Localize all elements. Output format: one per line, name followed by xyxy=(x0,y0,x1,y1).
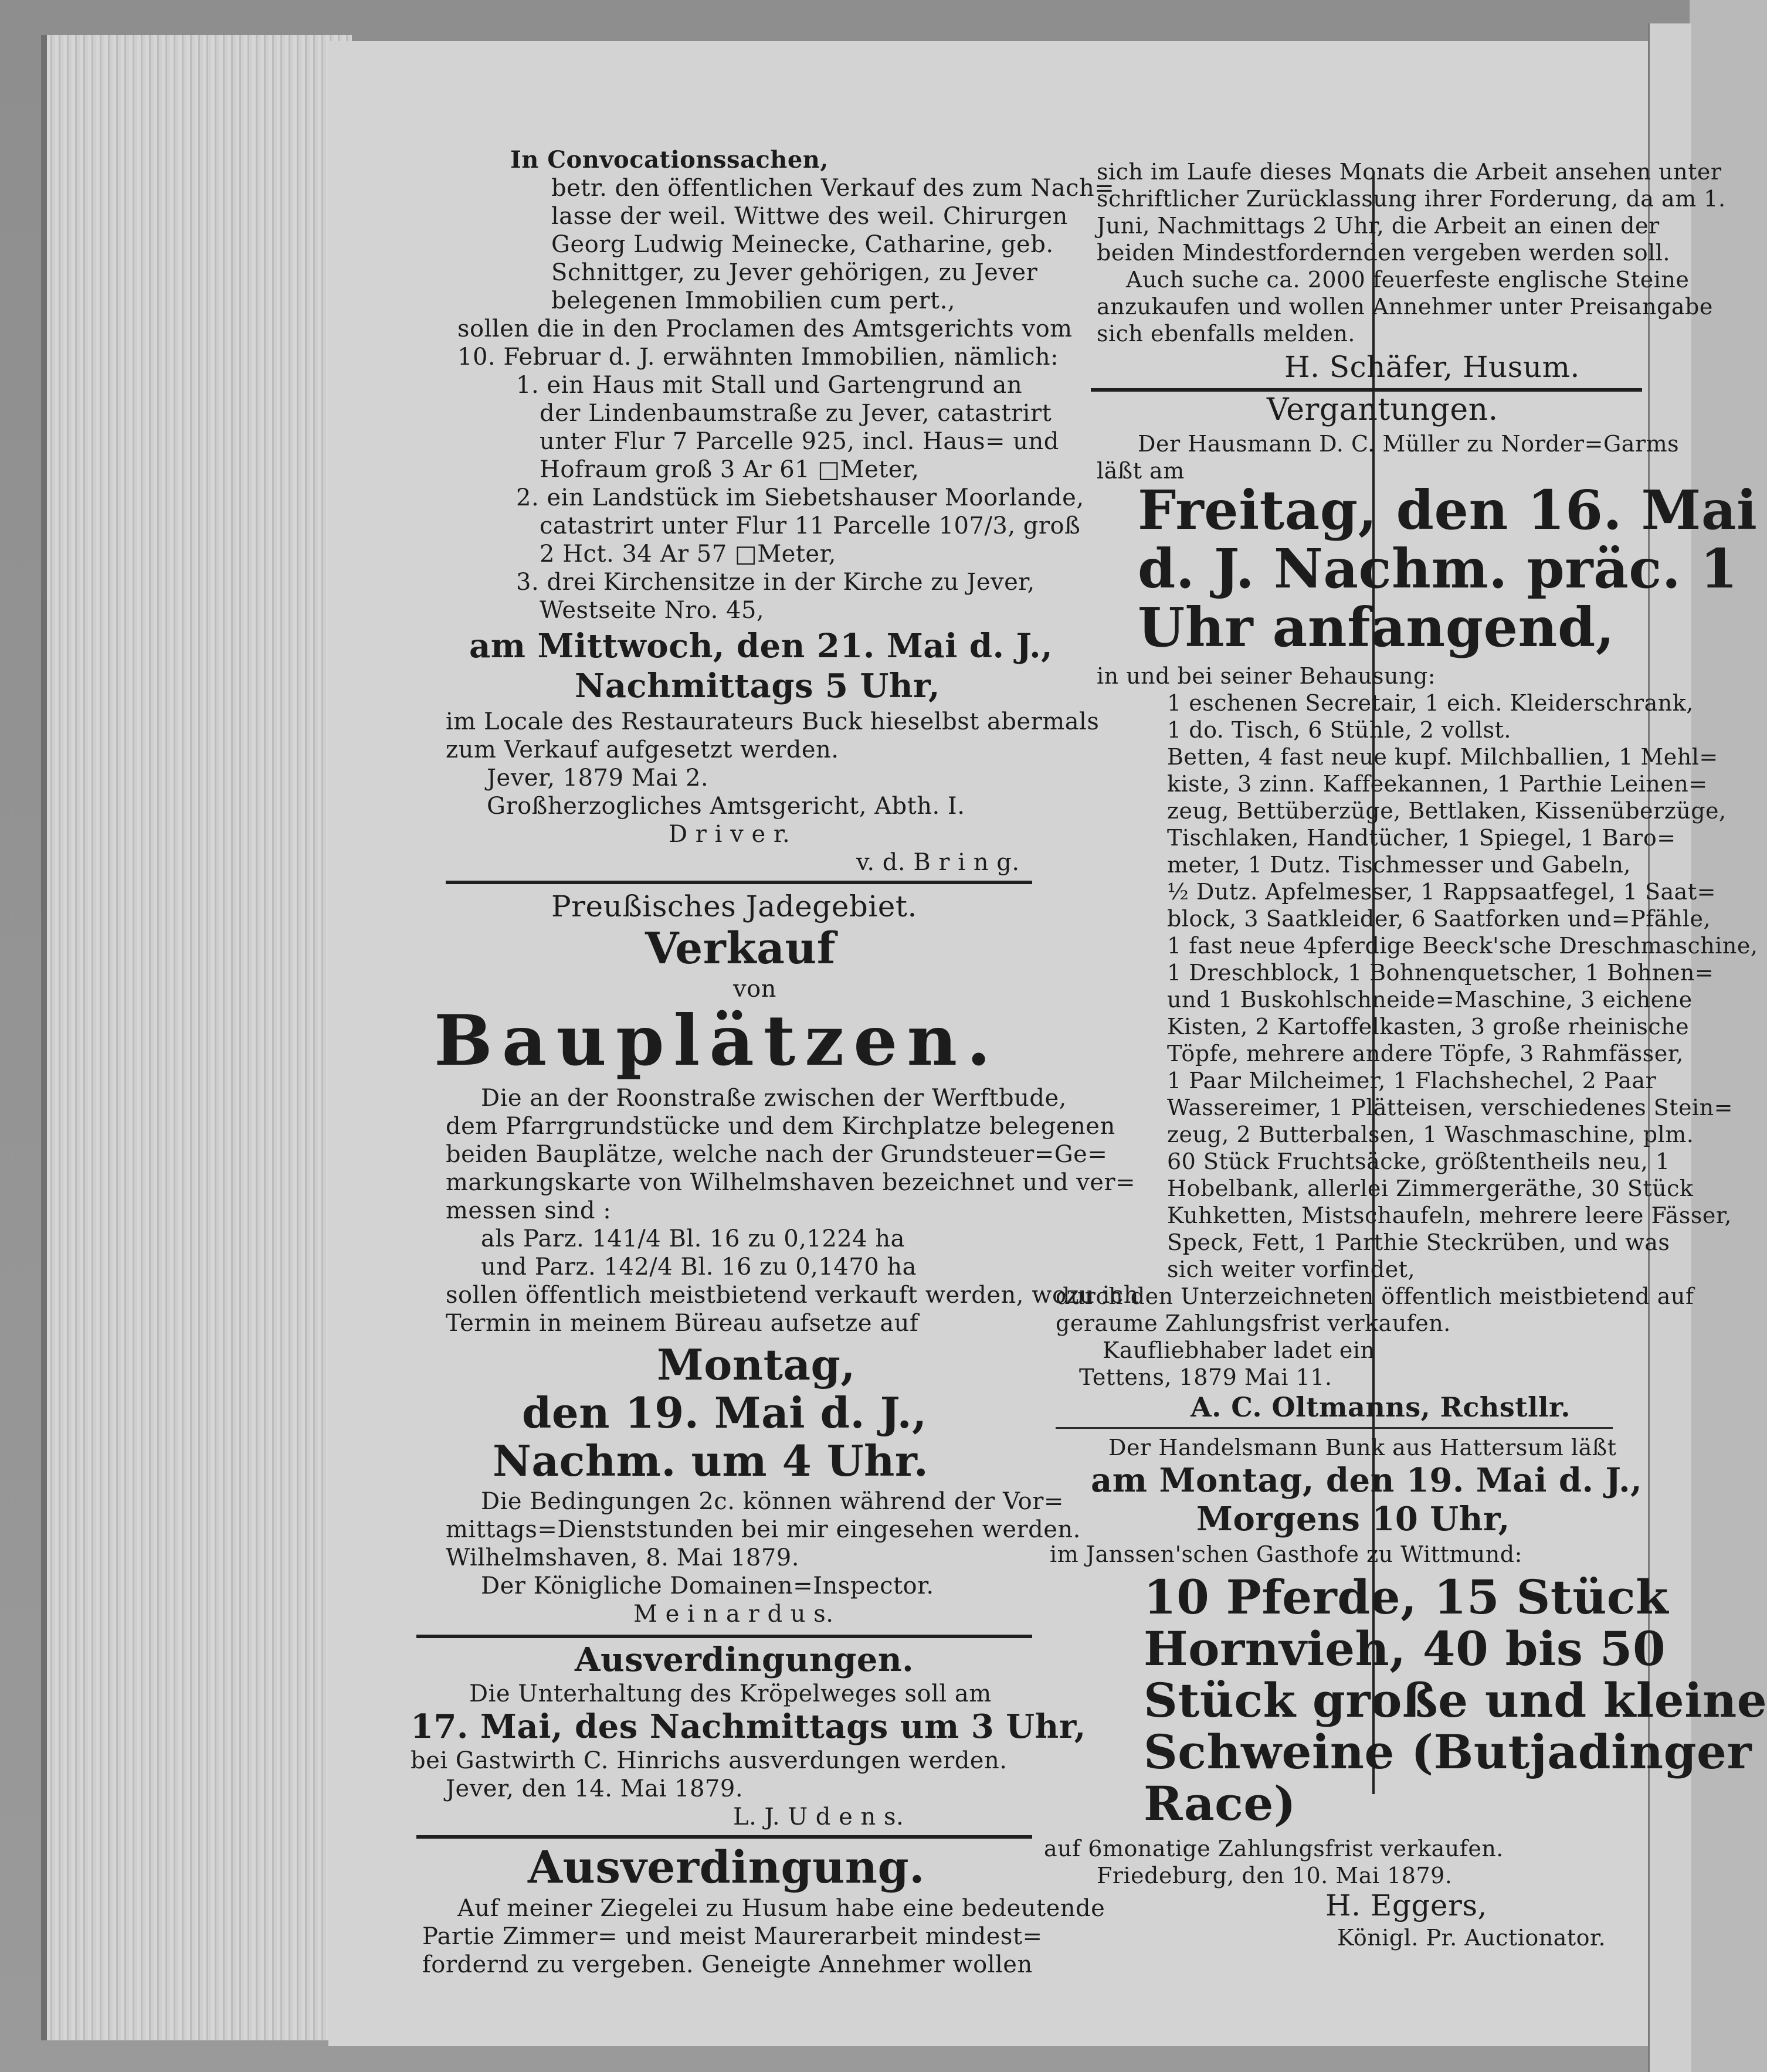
separator-rule xyxy=(446,881,1032,884)
text-line: Westseite Nro. 45, xyxy=(540,597,765,624)
text-line: auf 6monatige Zahlungsfrist verkaufen. xyxy=(1044,1836,1504,1862)
text-line: 1 fast neue 4pferdige Beeck'sche Dreschmaschine, xyxy=(1167,933,1758,959)
auction-date: den 19. Mai d. J., xyxy=(522,1388,927,1438)
text-line: 1 eschenen Secretair, 1 eich. Kleiderschrank, xyxy=(1167,690,1694,716)
separator-rule xyxy=(416,1835,1032,1839)
auction-time-line: Nachmittags 5 Uhr, xyxy=(575,667,940,705)
heading: Vergantungen. xyxy=(1267,392,1498,427)
text-line: mittags=Dienststunden bei mir eingesehen werden. xyxy=(446,1516,1081,1543)
text-line: In Convocationssachen, xyxy=(510,146,829,174)
livestock-line: Race) xyxy=(1144,1776,1297,1831)
text-line: Die Bedingungen 2c. können während der Vor= xyxy=(481,1488,1064,1515)
text-line: 3. drei Kirchensitze in der Kirche zu Jever, xyxy=(516,569,1035,596)
newspaper-page xyxy=(328,41,1767,2046)
text-line: Tettens, 1879 Mai 11. xyxy=(1079,1364,1332,1390)
text-line: sollen öffentlich meistbietend verkauft werden, wozu ich xyxy=(446,1282,1139,1309)
text-line: und 1 Buskohlschneide=Maschine, 3 eichene xyxy=(1167,987,1693,1013)
text-line: catastrirt unter Flur 11 Parcelle 107/3, groß xyxy=(540,512,1081,539)
text-line: 1. ein Haus mit Stall und Gartengrund an xyxy=(516,372,1023,399)
auction-date-large: Freitag, den 16. Mai xyxy=(1138,478,1758,542)
text-line: Tischlaken, Handtücher, 1 Spiegel, 1 Baro= xyxy=(1167,825,1676,851)
text-line: Schnittger, zu Jever gehörigen, zu Jever xyxy=(551,259,1038,286)
text-line: Wilhelmshaven, 8. Mai 1879. xyxy=(446,1544,799,1571)
text-line: messen sind : xyxy=(446,1197,612,1224)
text-line: markungskarte von Wilhelmshaven bezeichnet und ver= xyxy=(446,1169,1136,1196)
text-line: in und bei seiner Behausung: xyxy=(1097,663,1436,689)
auction-date-line: am Montag, den 19. Mai d. J., xyxy=(1091,1461,1643,1500)
heading-large: Bauplätzen. xyxy=(434,1000,1000,1081)
text-line: 60 Stück Fruchtsäcke, größtentheils neu, 1 xyxy=(1167,1149,1670,1174)
text-line: Jever, den 14. Mai 1879. xyxy=(446,1775,744,1802)
text-line: Auf meiner Ziegelei zu Husum habe eine bedeutende xyxy=(457,1895,1105,1922)
livestock-line: Hornvieh, 40 bis 50 xyxy=(1144,1621,1666,1676)
auction-date-line: am Mittwoch, den 21. Mai d. J., xyxy=(469,627,1053,665)
text-line: Wassereimer, 1 Plätteisen, verschiedenes Stein= xyxy=(1167,1095,1733,1120)
text-line: Friedeburg, den 10. Mai 1879. xyxy=(1097,1863,1453,1888)
text-line: belegenen Immobilien cum pert., xyxy=(551,287,956,314)
signature-line: A. C. Oltmanns, Rchstllr. xyxy=(1191,1391,1571,1423)
text-line: Der Königliche Domainen=Inspector. xyxy=(481,1572,934,1599)
auction-day: Montag, xyxy=(657,1340,856,1390)
signature-line: v. d. B r i n g. xyxy=(856,849,1020,876)
signature-line: L. J. U d e n s. xyxy=(733,1803,904,1830)
text-line: dem Pfarrgrundstücke und dem Kirchplatze belegenen xyxy=(446,1113,1115,1140)
text-line: Die Unterhaltung des Kröpelweges soll am xyxy=(469,1680,992,1707)
text-line: unter Flur 7 Parcelle 925, incl. Haus= und xyxy=(540,428,1059,455)
text-line: Betten, 4 fast neue kupf. Milchballien, 1 Mehl= xyxy=(1167,744,1718,770)
text-line: lasse der weil. Wittwe des weil. Chirurgen xyxy=(551,203,1068,230)
text-line: sollen die in den Proclamen des Amtsgerichts vom xyxy=(457,315,1073,342)
text-line: betr. den öffentlichen Verkauf des zum Nach= xyxy=(551,175,1115,202)
text-line: Töpfe, mehrere andere Töpfe, 3 Rahmfässer, xyxy=(1167,1041,1684,1066)
text-line: Juni, Nachmittags 2 Uhr, die Arbeit an einen der xyxy=(1097,213,1660,239)
auction-time: Nachm. um 4 Uhr. xyxy=(493,1436,929,1486)
text-line: zeug, Bettüberzüge, Bettlaken, Kissenüberzüge, xyxy=(1167,798,1727,824)
text-line: zum Verkauf aufgesetzt werden. xyxy=(446,736,839,763)
text-line: block, 3 Saatkleider, 6 Saatforken und=Pfähle, xyxy=(1167,906,1711,932)
heading: Ausverdingungen. xyxy=(575,1640,914,1679)
text-line: Auch suche ca. 2000 feuerfeste englische Steine xyxy=(1126,267,1690,293)
heading: Verkauf xyxy=(645,923,836,974)
text-line: Kuhketten, Mistschaufeln, mehrere leere Fässer, xyxy=(1167,1203,1732,1228)
text-line: läßt am xyxy=(1097,458,1185,484)
separator-rule xyxy=(416,1635,1032,1638)
separator-rule xyxy=(1056,1427,1613,1429)
text-line: ½ Dutz. Apfelmesser, 1 Rappsaatfegel, 1 Saat= xyxy=(1167,879,1716,905)
text-line: 1 Dreschblock, 1 Bohnenquetscher, 1 Bohnen= xyxy=(1167,960,1714,986)
text-line: Der Handelsmann Bunk aus Hattersum läßt xyxy=(1108,1435,1617,1460)
text-line: Speck, Fett, 1 Parthie Steckrüben, und was xyxy=(1167,1229,1670,1255)
text-line: Großherzogliches Amtsgericht, Abth. I. xyxy=(487,793,965,820)
auction-date-large: d. J. Nachm. präc. 1 xyxy=(1138,537,1738,600)
text-line: geraume Zahlungsfrist verkaufen. xyxy=(1056,1310,1451,1336)
text-line: kiste, 3 zinn. Kaffeekannen, 1 Parthie Leinen= xyxy=(1167,771,1708,797)
text-line: von xyxy=(733,976,776,1003)
text-line: Partie Zimmer= und meist Maurerarbeit mindest= xyxy=(422,1923,1043,1950)
text-line: Hobelbank, allerlei Zimmergeräthe, 30 Stück xyxy=(1167,1176,1694,1201)
text-line: 1 Paar Milcheimer, 1 Flachshechel, 2 Paar xyxy=(1167,1068,1657,1093)
text-line: meter, 1 Dutz. Tischmesser und Gabeln, xyxy=(1167,852,1631,878)
separator-rule xyxy=(1091,388,1642,392)
text-line: im Locale des Restaurateurs Buck hieselbst abermals xyxy=(446,708,1100,735)
signature-line: Königl. Pr. Auctionator. xyxy=(1337,1925,1606,1951)
book-page-edges xyxy=(41,35,352,2040)
auction-date-large: Uhr anfangend, xyxy=(1138,596,1615,659)
text-line: beiden Mindestfordernden vergeben werden soll. xyxy=(1097,240,1670,266)
text-line: 2. ein Landstück im Siebetshauser Moorlande, xyxy=(516,484,1084,511)
text-line: Georg Ludwig Meinecke, Catharine, geb. xyxy=(551,231,1054,258)
text-line: bei Gastwirth C. Hinrichs ausverdungen werden. xyxy=(411,1747,1008,1774)
auction-time-line: Morgens 10 Uhr, xyxy=(1196,1500,1510,1538)
heading: Preußisches Jadegebiet. xyxy=(551,889,917,923)
text-line: Die an der Roonstraße zwischen der Werftbude, xyxy=(481,1085,1067,1112)
text-line: sich weiter vorfindet, xyxy=(1167,1256,1416,1282)
text-line: und Parz. 142/4 Bl. 16 zu 0,1470 ha xyxy=(481,1254,917,1280)
text-line: Hofraum groß 3 Ar 61 □Meter, xyxy=(540,456,920,483)
text-line: 10. Februar d. J. erwähnten Immobilien, nämlich: xyxy=(457,344,1059,371)
text-line: der Lindenbaumstraße zu Jever, catastrirt xyxy=(540,400,1052,427)
text-line: durch den Unterzeichneten öffentlich meistbietend auf xyxy=(1056,1283,1694,1309)
text-line: Der Hausmann D. C. Müller zu Norder=Garms xyxy=(1138,431,1680,457)
text-line: zeug, 2 Butterbalsen, 1 Waschmaschine, plm. xyxy=(1167,1122,1694,1147)
livestock-line: Stück große und kleine xyxy=(1144,1673,1767,1728)
text-line: im Janssen'schen Gasthofe zu Wittmund: xyxy=(1050,1541,1522,1567)
text-line: Kisten, 2 Kartoffelkasten, 3 große rheinische xyxy=(1167,1014,1690,1040)
signature-line: M e i n a r d u s. xyxy=(633,1601,834,1628)
livestock-line: Schweine (Butjadinger xyxy=(1144,1724,1752,1779)
text-line: 2 Hct. 34 Ar 57 □Meter, xyxy=(540,541,837,568)
text-line: 1 do. Tisch, 6 Stühle, 2 vollst. xyxy=(1167,717,1511,743)
text-line: sich im Laufe dieses Monats die Arbeit ansehen unter xyxy=(1097,159,1722,185)
text-line: als Parz. 141/4 Bl. 16 zu 0,1224 ha xyxy=(481,1225,905,1252)
text-line: schriftlicher Zurücklassung ihrer Forderung, da am 1. xyxy=(1097,186,1726,212)
text-line: Jever, 1879 Mai 2. xyxy=(487,765,709,792)
signature-line: H. Schäfer, Husum. xyxy=(1284,350,1580,384)
signature-line: H. Eggers, xyxy=(1325,1888,1487,1922)
text-line: Kaufliebhaber ladet ein xyxy=(1103,1337,1375,1363)
text-line: beiden Bauplätze, welche nach der Grundsteuer=Ge= xyxy=(446,1141,1108,1168)
livestock-line: 10 Pferde, 15 Stück xyxy=(1144,1570,1669,1625)
text-line: anzukaufen und wollen Annehmer unter Preisangabe xyxy=(1097,294,1713,320)
text-line: fordernd zu vergeben. Geneigte Annehmer wollen xyxy=(422,1951,1033,1978)
heading: Ausverdingung. xyxy=(528,1841,925,1893)
date-line: 17. Mai, des Nachmittags um 3 Uhr, xyxy=(411,1707,1086,1746)
text-line: sich ebenfalls melden. xyxy=(1097,321,1355,347)
text-line: Termin in meinem Büreau aufsetze auf xyxy=(446,1310,919,1337)
signature-line: D r i v e r. xyxy=(669,821,791,848)
